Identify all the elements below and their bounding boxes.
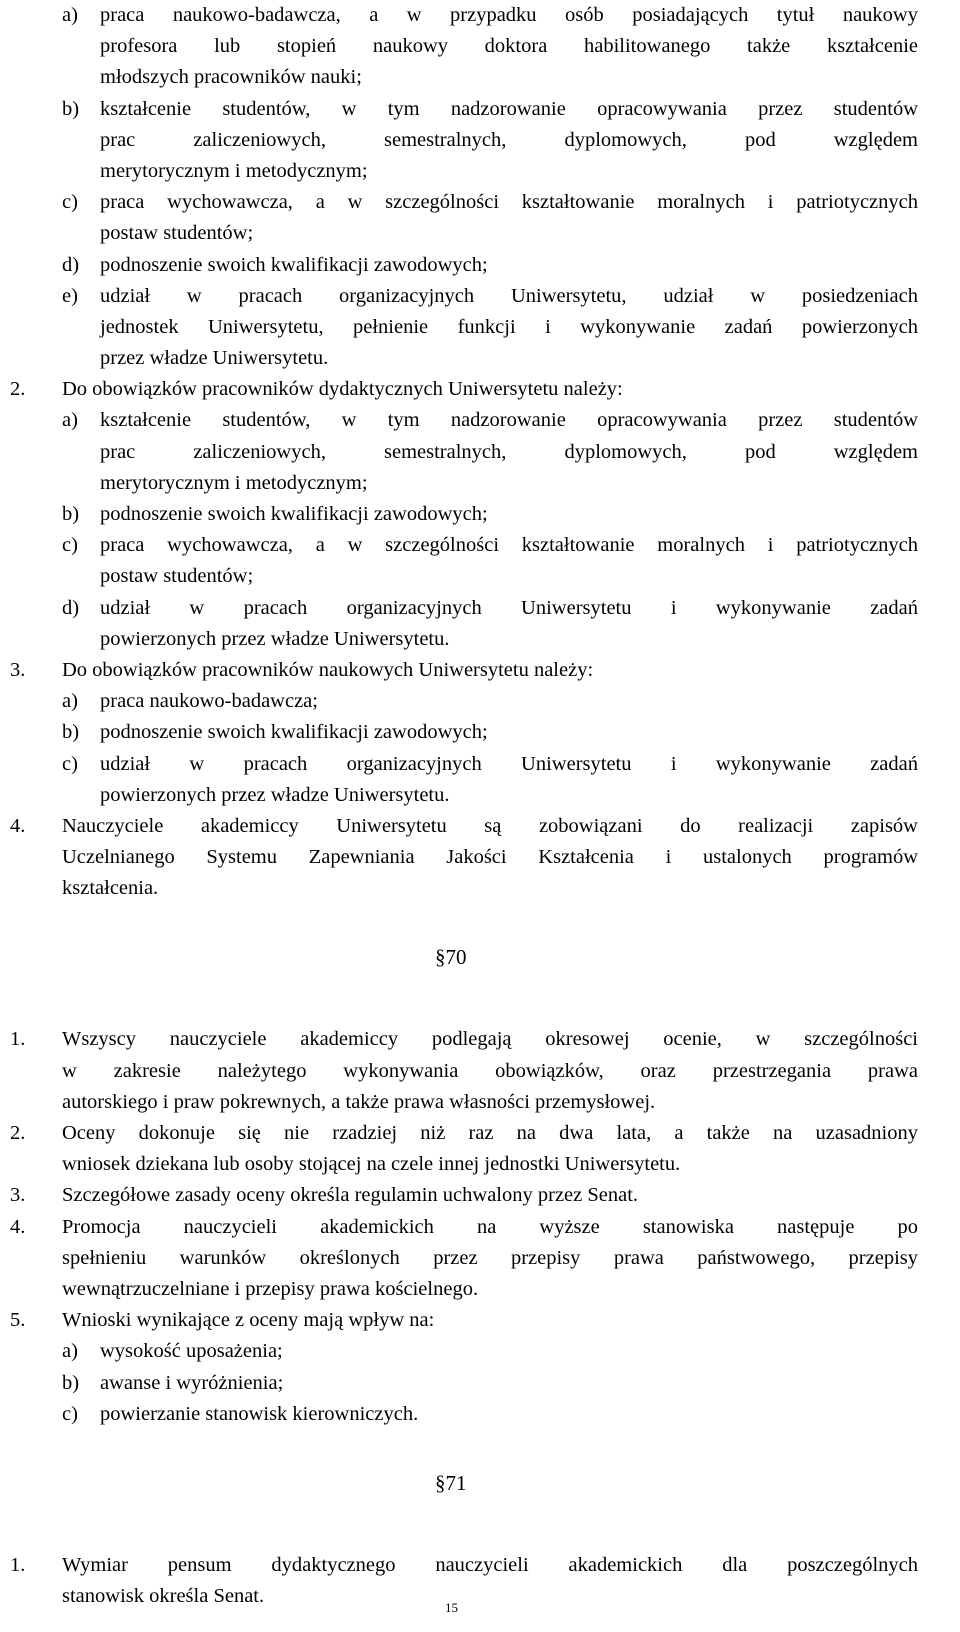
list-item-line: [0, 593, 960, 624]
list-item-line: [0, 686, 960, 717]
list-item-line: [0, 94, 960, 125]
list-item-text: kształcenie studentów, w tym nadzorowanie opracowywania przez studentów: [100, 409, 918, 432]
paragraph-line: [0, 842, 960, 873]
paragraph-text: kształcenia.: [62, 877, 159, 900]
list-item-text: jednostek Uniwersytetu, pełnienie funkcji i wykonywanie zadań powierzonych: [100, 315, 918, 338]
paragraph-line: [0, 1581, 960, 1612]
paragraph-label: 4.: [10, 1215, 26, 1238]
list-item-line: [0, 530, 960, 561]
paragraph-line: [0, 1243, 960, 1274]
paragraph-label: 2.: [10, 1122, 26, 1144]
list-item-text: merytorycznym i metodycznym;: [100, 471, 368, 494]
list-item-text: profesora lub stopień naukowy doktora habilitowanego także kształcenie: [100, 35, 918, 58]
list-item-line: [0, 250, 960, 281]
paragraph-line: [0, 1024, 960, 1055]
paragraph-label: 3.: [10, 1184, 26, 1207]
list-item-text: powierzonych przez władze Uniwersytetu.: [100, 627, 450, 650]
list-item-text: młodszych pracowników nauki;: [100, 66, 362, 89]
section-number: §70: [435, 945, 467, 970]
paragraph-text: Nauczyciele akademiccy Uniwersytetu są zobowiązani do realizacji zapisów: [62, 814, 918, 837]
list-item-text: podnoszenie swoich kwalifikacji zawodowych;: [100, 503, 488, 525]
paragraph-text: wewnątrzuczelniane i przepisy prawa kościelnego.: [62, 1277, 479, 1300]
list-item-text: prac zaliczeniowych, semestralnych, dyplomowych, pod względem: [100, 440, 918, 463]
list-item-line: [0, 1336, 960, 1367]
paragraph-text: autorskiego i praw pokrewnych, a także prawa własności przemysłowej.: [62, 1090, 656, 1113]
list-item-line: [0, 717, 960, 748]
paragraph-line: [0, 1087, 960, 1118]
list-item-label: d): [62, 253, 80, 276]
paragraph-line: [0, 1056, 960, 1087]
section-heading: [0, 1430, 960, 1550]
list-item-label: c): [62, 1402, 78, 1425]
paragraph-text: Wszyscy nauczyciele akademiccy podlegają okresowej ocenie, w szczególności: [62, 1028, 918, 1051]
list-item-line: [0, 125, 960, 156]
paragraph-label: 2.: [10, 378, 26, 401]
paragraph-line: [0, 374, 960, 405]
paragraph-text: Promocja nauczycieli akademickich na wyższe stanowiska następuje po: [62, 1215, 918, 1238]
paragraph-text: stanowisk określa Senat.: [62, 1585, 265, 1608]
list-item-label: a): [62, 1340, 78, 1363]
list-item-text: udział w pracach organizacyjnych Uniwersytetu, udział w posiedzeniach: [100, 284, 918, 307]
paragraph-line: [0, 1274, 960, 1305]
paragraph-text: Do obowiązków pracowników dydaktycznych Uniwersytetu należy:: [62, 378, 623, 401]
list-item-line: [0, 437, 960, 468]
list-item-label: b): [62, 1371, 80, 1394]
paragraph-line: [0, 873, 960, 904]
paragraph-line: [0, 655, 960, 686]
list-item-line: [0, 405, 960, 436]
list-item-line: [0, 312, 960, 343]
list-item-text: prac zaliczeniowych, semestralnych, dyplomowych, pod względem: [100, 128, 918, 151]
list-item-label: a): [62, 4, 78, 26]
list-item-text: praca naukowo-badawcza;: [100, 690, 318, 713]
section-number: §71: [435, 1470, 467, 1495]
paragraph-label: 1.: [10, 1028, 26, 1051]
paragraph-text: Uczelnianego Systemu Zapewniania Jakości Kształcenia i ustalonych programów: [62, 846, 918, 869]
paragraph-text: Wnioski wynikające z oceny mają wpływ na:: [62, 1309, 435, 1332]
list-item-line: [0, 343, 960, 374]
paragraph-label: 1.: [10, 1553, 26, 1576]
list-item-text: awanse i wyróżnienia;: [100, 1371, 284, 1394]
paragraph-line: [0, 1149, 960, 1180]
paragraph-text: Wymiar pensum dydaktycznego nauczycieli akademickich dla poszczególnych: [62, 1553, 918, 1576]
list-item-line: [0, 1399, 960, 1430]
paragraph-line: [0, 811, 960, 842]
list-item-text: podnoszenie swoich kwalifikacji zawodowych;: [100, 721, 488, 744]
list-item-line: [0, 187, 960, 218]
list-item-text: przez władze Uniwersytetu.: [100, 347, 329, 370]
list-item-line: [0, 561, 960, 592]
list-item-line: [0, 62, 960, 93]
list-item-line: [0, 499, 960, 530]
list-item-line: [0, 468, 960, 499]
list-item-text: postaw studentów;: [100, 222, 254, 245]
paragraph-label: 3.: [10, 658, 26, 681]
list-item-label: b): [62, 721, 80, 744]
list-item-text: praca wychowawcza, a w szczególności kształtowanie moralnych i patriotycznych: [100, 191, 918, 214]
list-item-line: [0, 780, 960, 811]
list-item-label: a): [62, 690, 78, 713]
list-item-text: wysokość uposażenia;: [100, 1340, 283, 1363]
paragraph-line: [0, 1550, 960, 1581]
list-item-text: powierzanie stanowisk kierowniczych.: [100, 1402, 419, 1425]
list-item-line: [0, 0, 960, 31]
list-item-text: postaw studentów;: [100, 565, 254, 588]
paragraph-line: [0, 1180, 960, 1211]
list-item-label: b): [62, 503, 80, 525]
paragraph-line: [0, 1212, 960, 1243]
list-item-label: c): [62, 191, 78, 214]
list-item-text: podnoszenie swoich kwalifikacji zawodowych;: [100, 253, 488, 276]
paragraph-label: 5.: [10, 1309, 26, 1332]
list-item-line: [0, 281, 960, 312]
paragraph-line: [0, 1305, 960, 1336]
list-item-line: [0, 624, 960, 655]
list-item-text: powierzonych przez władze Uniwersytetu.: [100, 783, 450, 806]
page-number: 15: [445, 1600, 458, 1615]
paragraph-text: Do obowiązków pracowników naukowych Uniwersytetu należy:: [62, 658, 594, 681]
list-item-line: [0, 218, 960, 249]
paragraph-text: spełnieniu warunków określonych przez przepisy prawa państwowego, przepisy: [62, 1246, 918, 1269]
list-item-text: udział w pracach organizacyjnych Uniwersytetu i wykonywanie zadań: [100, 752, 918, 775]
paragraph-text: Oceny dokonuje się nie rzadziej niż raz na dwa lata, a także na uzasadniony: [62, 1122, 918, 1144]
list-item-label: b): [62, 97, 80, 120]
list-item-text: praca naukowo-badawcza, a w przypadku osób posiadających tytuł naukowy: [100, 4, 918, 26]
list-item-text: praca wychowawcza, a w szczególności kształtowanie moralnych i patriotycznych: [100, 534, 918, 557]
list-item-label: c): [62, 534, 78, 557]
list-item-line: [0, 1368, 960, 1399]
paragraph-line: [0, 1118, 960, 1149]
paragraph-text: wniosek dziekana lub osoby stojącej na czele innej jednostki Uniwersytetu.: [62, 1153, 681, 1176]
list-item-text: kształcenie studentów, w tym nadzorowanie opracowywania przez studentów: [100, 97, 918, 120]
section-heading: [0, 904, 960, 1024]
list-item-text: merytorycznym i metodycznym;: [100, 159, 368, 182]
list-item-label: e): [62, 284, 78, 307]
paragraph-text: w zakresie należytego wykonywania obowiązków, oraz przestrzegania prawa: [62, 1059, 918, 1082]
list-item-text: udział w pracach organizacyjnych Uniwersytetu i wykonywanie zadań: [100, 596, 918, 619]
list-item-line: [0, 31, 960, 62]
list-item-line: [0, 749, 960, 780]
list-item-line: [0, 156, 960, 187]
list-item-label: d): [62, 596, 80, 619]
list-item-label: c): [62, 752, 78, 775]
paragraph-label: 4.: [10, 814, 26, 837]
paragraph-text: Szczegółowe zasady oceny określa regulamin uchwalony przez Senat.: [62, 1184, 639, 1207]
list-item-label: a): [62, 409, 78, 432]
